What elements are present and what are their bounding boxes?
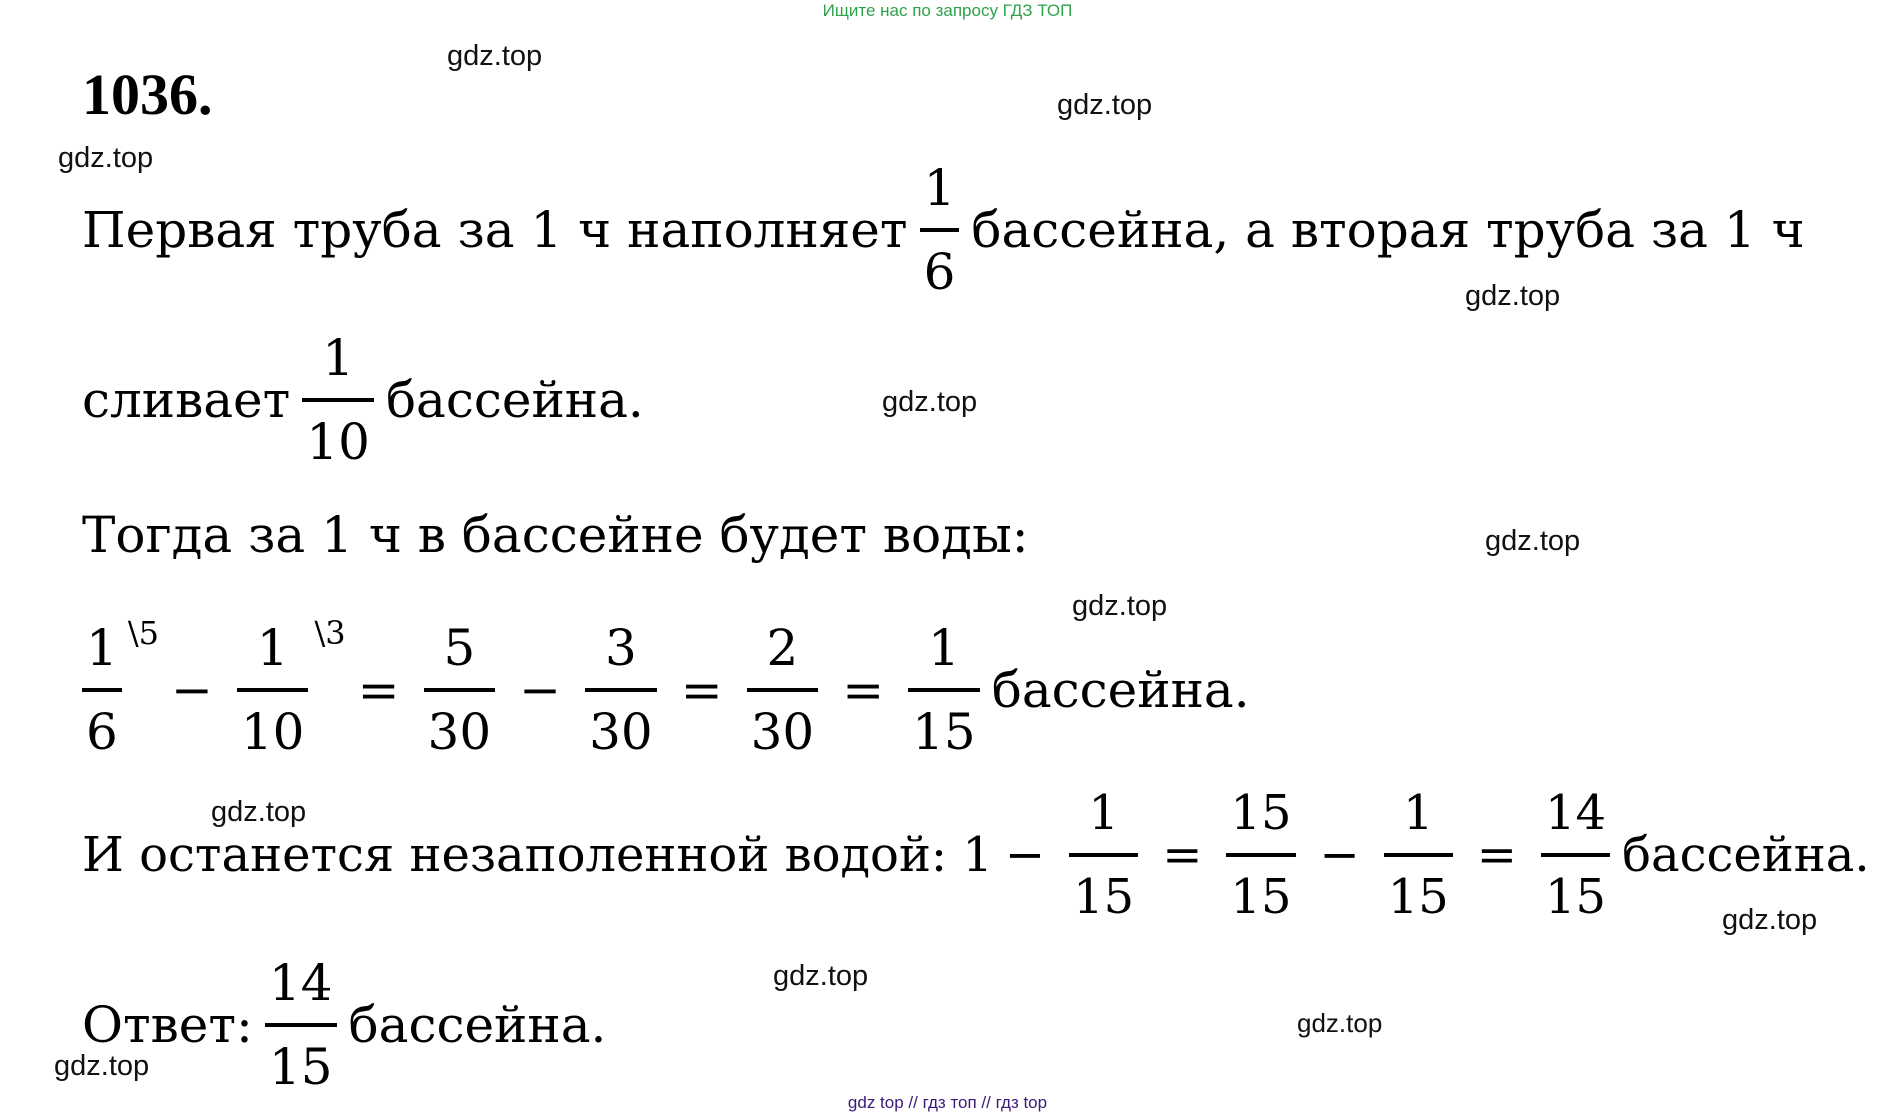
- fraction-1-15: [1384, 773, 1453, 937]
- line-1-text-b: бассейна, а вторая труба за 1 ч: [971, 201, 1805, 259]
- fraction-numerator: 1: [928, 619, 960, 677]
- watermark: gdz.top: [54, 1050, 150, 1082]
- equals-sign: =: [1162, 827, 1203, 883]
- watermark: gdz.top: [1297, 1008, 1383, 1038]
- multiplier-superscript: \3: [314, 614, 346, 652]
- fraction-numerator: 14: [1545, 785, 1607, 841]
- watermark: gdz.top: [1465, 280, 1561, 312]
- fraction-numerator: 14: [268, 954, 333, 1012]
- search-hint-banner: Ищите нас по запросу ГДЗ ТОП: [822, 1, 1073, 20]
- fraction-denominator: 10: [306, 413, 370, 471]
- watermark: gdz.top: [1072, 590, 1168, 622]
- fraction-denominator: 15: [1387, 869, 1449, 925]
- fraction-denominator: 30: [427, 703, 492, 761]
- fraction-denominator: 15: [268, 1038, 333, 1096]
- watermark: gdz.top: [1057, 89, 1153, 121]
- fraction-1-15: [908, 608, 980, 772]
- fraction-denominator: 15: [912, 703, 976, 761]
- fraction-numerator: 1: [923, 159, 956, 217]
- fraction-1-10: [237, 608, 309, 772]
- minus-sign: −: [519, 661, 562, 719]
- problem-number: 1036.: [82, 62, 213, 127]
- fraction-denominator: 30: [589, 703, 653, 761]
- fraction-1-15: [1069, 773, 1138, 937]
- fraction-numerator: 1: [86, 619, 118, 677]
- fraction-denominator: 15: [1230, 869, 1292, 925]
- fraction-14-15: [265, 943, 337, 1107]
- fraction-numerator: 5: [443, 619, 476, 677]
- fraction-15-15: [1226, 773, 1295, 937]
- watermark: gdz.top: [1722, 904, 1818, 936]
- unit-label: бассейна.: [991, 661, 1250, 719]
- line-4-equation: [82, 610, 1250, 770]
- answer-unit: бассейна.: [348, 996, 607, 1054]
- equals-sign: =: [1476, 827, 1518, 883]
- fraction-denominator: 6: [86, 703, 118, 761]
- equals-sign: =: [357, 661, 400, 719]
- fraction-numerator: 3: [604, 619, 637, 677]
- fraction-denominator: 10: [240, 703, 305, 761]
- fraction-14-15: [1541, 773, 1610, 937]
- fraction-numerator: 2: [766, 619, 799, 677]
- fraction-numerator: 1: [1402, 785, 1434, 841]
- minus-sign: −: [170, 661, 213, 719]
- fraction-numerator: 1: [322, 329, 355, 387]
- line-2-text-a: сливает: [82, 371, 291, 429]
- line-2-text-b: бассейна.: [385, 371, 644, 429]
- fraction-denominator: 15: [1073, 869, 1135, 925]
- answer-line: [82, 945, 606, 1105]
- watermark: gdz.top: [211, 796, 307, 828]
- fraction-with-multiplier: [82, 608, 159, 772]
- equals-sign: =: [680, 661, 723, 719]
- minus-sign: −: [1319, 827, 1360, 883]
- fraction-3-30: [585, 608, 657, 772]
- fraction-2-30: [747, 608, 819, 772]
- fraction-1-6: [82, 608, 122, 772]
- watermark: gdz.top: [1485, 525, 1581, 557]
- footer-links: gdz top // гдз топ // гдз top: [847, 1093, 1048, 1112]
- watermark: gdz.top: [882, 386, 978, 418]
- line-3-text: Тогда за 1 ч в бассейне будет воды:: [82, 506, 1029, 564]
- fraction-denominator: 6: [923, 243, 956, 301]
- fraction-denominator: 15: [1545, 869, 1607, 925]
- watermark: gdz.top: [58, 142, 154, 174]
- fraction-numerator: 15: [1230, 785, 1292, 841]
- fraction-5-30: [424, 608, 496, 772]
- answer-label: Ответ:: [82, 996, 253, 1054]
- unit-label: бассейна.: [1622, 827, 1870, 883]
- line-3: [82, 455, 1029, 615]
- fraction-with-multiplier: [225, 608, 346, 772]
- line-1-text-a: Первая труба за 1 ч наполняет: [82, 201, 908, 259]
- equals-sign: =: [842, 661, 885, 719]
- fraction-one-sixth: [920, 148, 960, 312]
- watermark: gdz.top: [447, 40, 543, 72]
- fraction-numerator: 1: [1088, 785, 1119, 841]
- watermark: gdz.top: [773, 960, 869, 992]
- fraction-numerator: 1: [256, 619, 289, 677]
- line-5-text-a: И останется незаполенной водой: 1: [82, 827, 993, 883]
- line-5-equation: [82, 775, 1870, 935]
- fraction-denominator: 30: [750, 703, 815, 761]
- multiplier-superscript: \5: [127, 614, 159, 652]
- minus-sign: −: [1004, 827, 1046, 883]
